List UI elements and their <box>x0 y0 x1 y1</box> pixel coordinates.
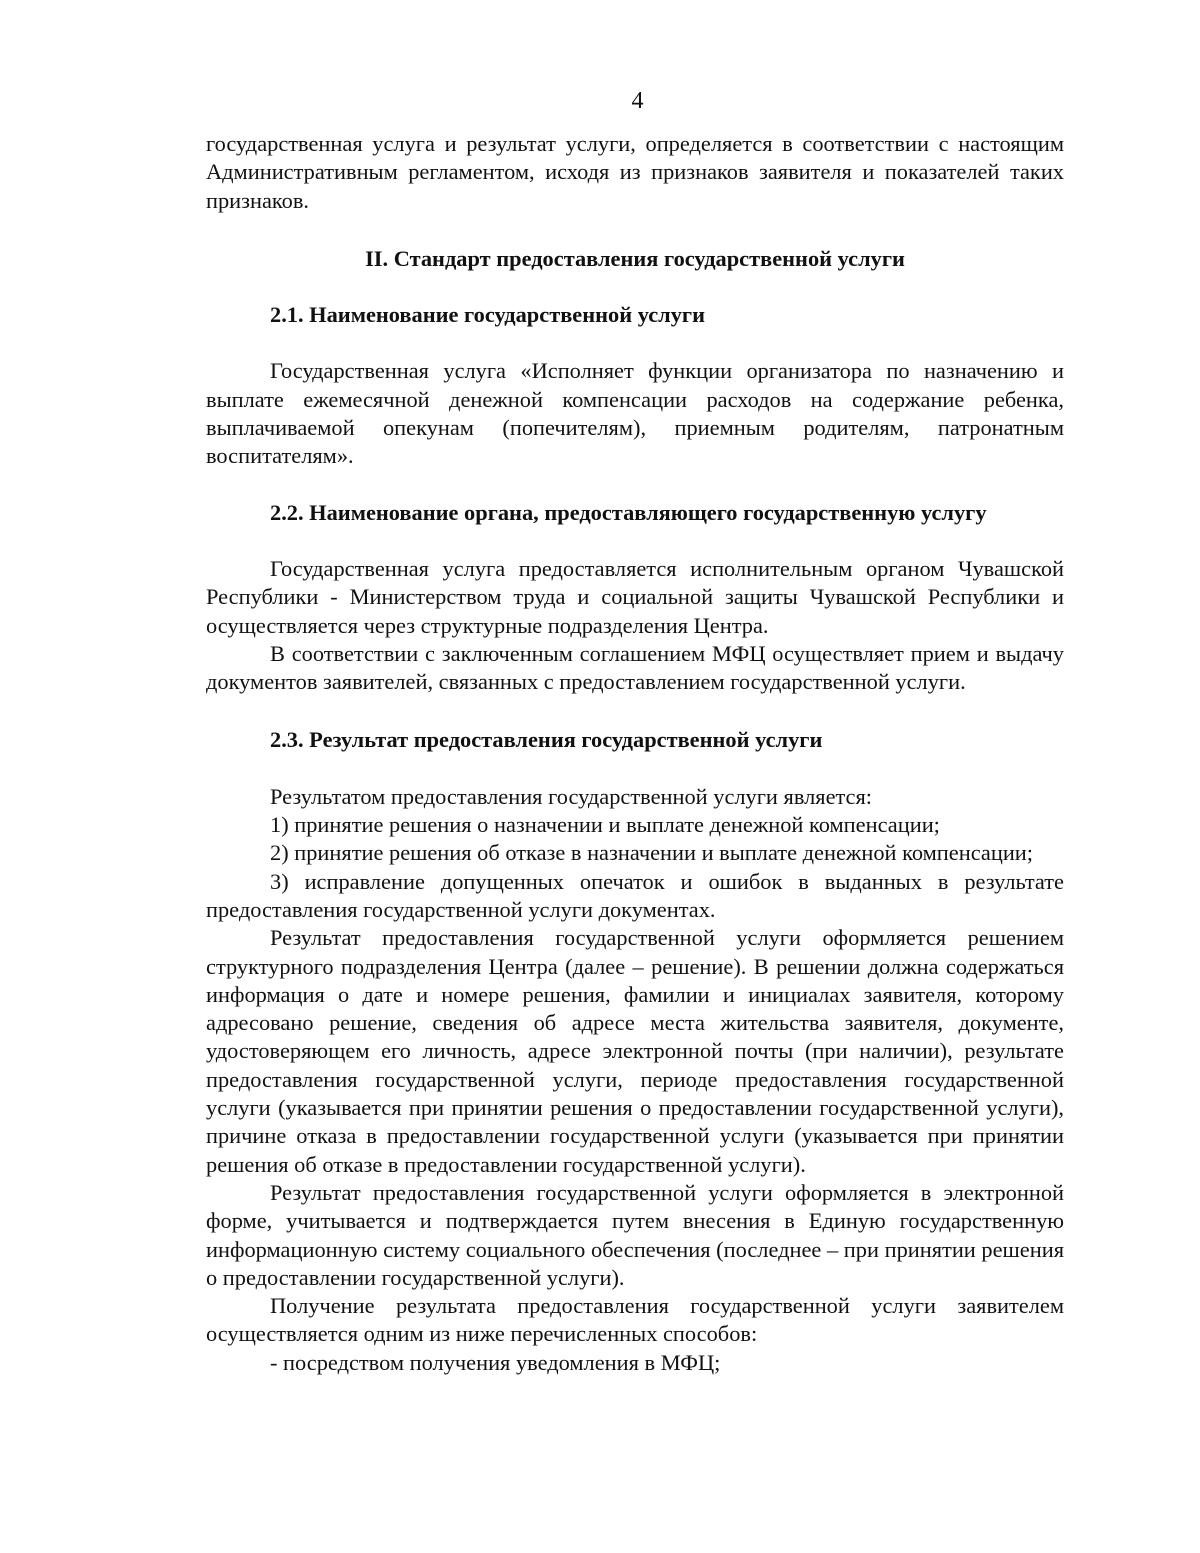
subsection-heading-2-2: 2.2. Наименование органа, предоставляющего государственную услугу <box>270 499 987 525</box>
paragraph-mfc-agreement: В соответствии с заключенным соглашением МФЦ осуществляет прием и выдачу документов заявителей, связанных с предоставлением государственной услуги. <box>206 640 1064 695</box>
subsection-heading-2-1: 2.1. Наименование государственной услуги <box>270 302 705 328</box>
subsection-heading-2-3: 2.3. Результат предоставления государственной услуги <box>270 727 823 753</box>
page-number: 4 <box>631 88 644 114</box>
paragraph-service-name: Государственная услуга «Исполняет функции организатора по назначению и выплате ежемесячной денежной компенсации расходов на содержание ребенка, выплачиваемой опекунам (попечителям), приемным родителям, патронатным воспитателям». <box>206 358 1064 469</box>
list-item-result-3: 3) исправление допущенных опечаток и ошибок в выданных в результате предоставления государственной услуги документах. <box>206 868 1064 922</box>
list-item-result-2: 2) принятие решения об отказе в назначении и выплате денежной компенсации; <box>270 840 1034 866</box>
list-item-receive-mfc: - посредством получения уведомления в МФЦ; <box>270 1349 721 1375</box>
paragraph-result-electronic: Результат предоставления государственной услуги оформляется в электронной форме, учитывается и подтверждается путем внесения в Единую государственную информационную систему социального обеспечения (последнее – при принятии решения о предоставлении государственной услуги). <box>206 1179 1064 1290</box>
paragraph-continuation: государственная услуга и результат услуги, определяется в соответствии с настоящим Административным регламентом, исходя из признаков заявителя и показателей таких признаков. <box>206 131 1064 213</box>
paragraph-result-intro: Результатом предоставления государственной услуги является: <box>270 783 873 809</box>
paragraph-authority: Государственная услуга предоставляется исполнительным органом Чувашской Республики - Министерством труда и социальной защиты Чувашской Республики и осуществляется через структурные подразделения Центра. <box>206 555 1064 638</box>
paragraph-result-decision: Результат предоставления государственной услуги оформляется решением структурного подразделения Центра (далее – решение). В решении должна содержаться информация о дате и номере решения, фамилии и инициалах заявителя, которому адресовано решение, сведения об адресе места жительства заявителя, документе, удостоверяющем его личность, адресе электронной почты (при наличии), результате предоставления государственной услуги, периоде предоставления государственной услуги (указывается при принятии решения о предоставлении государственной услуги), причине отказа в предоставлении государственной услуги (указывается при принятии решения об отказе в предоставлении государственной услуги). <box>206 925 1064 1177</box>
section-heading: II. Стандарт предоставления государственной услуги <box>365 245 905 271</box>
paragraph-result-receive: Получение результата предоставления государственной услуги заявителем осуществляется одним из ниже перечисленных способов: <box>206 1293 1064 1347</box>
list-item-result-1: 1) принятие решения о назначении и выплате денежной компенсации; <box>270 812 940 838</box>
document-body <box>206 130 1064 1377</box>
